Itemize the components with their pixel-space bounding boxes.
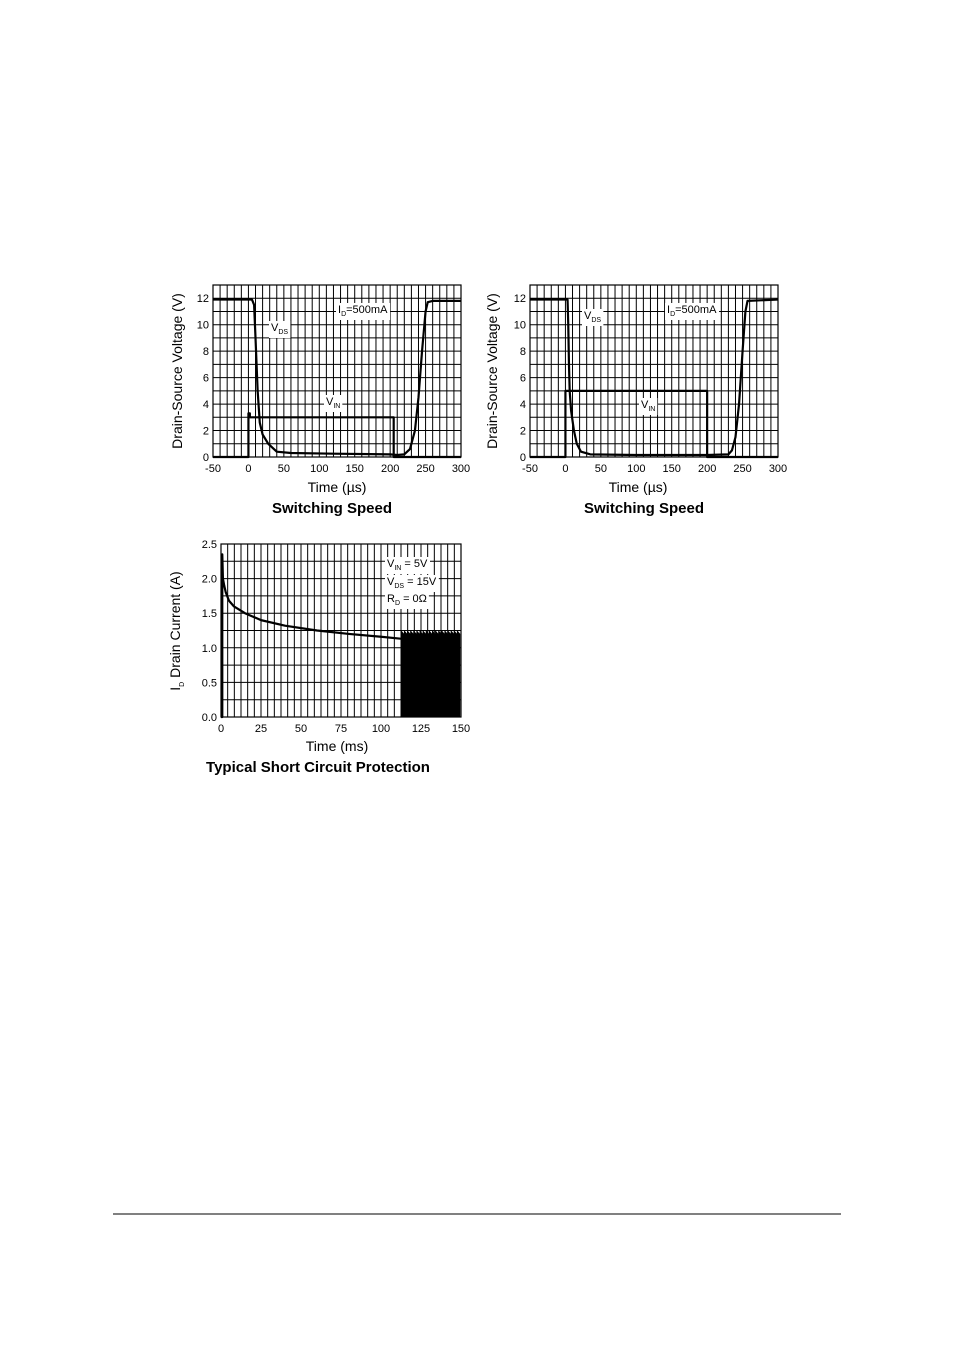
y-tick-label: 1.0 bbox=[201, 642, 217, 655]
svg-text:VIN: $V_{IN}$ bbox=[641, 399, 656, 413]
y-tick-label: 0.0 bbox=[201, 712, 217, 724]
svg-text:VIN: $V_{IN}$ bbox=[326, 396, 341, 410]
chart-2-x-tick-labels bbox=[522, 463, 787, 475]
chart-1-title: Switching Speed bbox=[271, 500, 393, 517]
x-tick-label: 125 bbox=[411, 723, 431, 735]
chart-1-y-axis-label: Drain-Source Voltage (V) bbox=[169, 293, 185, 449]
switching-speed-chart-2 bbox=[484, 285, 787, 517]
x-tick-label: 50 bbox=[294, 723, 308, 735]
chart-1-annotations bbox=[269, 303, 390, 412]
y-tick-label: 2 bbox=[519, 425, 526, 438]
x-tick-label: 100 bbox=[627, 463, 646, 475]
y-tick-label: 2.0 bbox=[201, 573, 217, 586]
y-tick-label: 6 bbox=[519, 372, 526, 385]
x-tick-label: 150 bbox=[662, 463, 681, 475]
chart-3-y-tick-labels bbox=[202, 539, 217, 724]
x-tick-label: 25 bbox=[254, 723, 268, 735]
x-tick-label: 100 bbox=[310, 463, 329, 475]
y-tick-label: 8 bbox=[519, 346, 526, 359]
annotation-label bbox=[639, 398, 657, 415]
y-tick-label: 2 bbox=[202, 425, 209, 438]
svg-text:ID=500mA: $I_D=500mA$ bbox=[338, 304, 388, 318]
svg-text:ID=500mA: $I_D=500mA$ bbox=[667, 304, 717, 318]
x-tick-label: 200 bbox=[380, 463, 400, 475]
annotation-label bbox=[336, 303, 390, 320]
y-tick-label: 4 bbox=[519, 399, 526, 412]
annotation-label bbox=[324, 395, 342, 412]
annotation-label bbox=[385, 557, 430, 574]
x-tick-label: 0 bbox=[217, 723, 225, 735]
y-tick-label: 4 bbox=[202, 399, 209, 412]
y-tick-label: 12 bbox=[196, 293, 209, 306]
svg-text:VDS: $V_{DS}$ bbox=[584, 310, 602, 324]
x-tick-label: 200 bbox=[697, 463, 717, 475]
chart-3-y-axis-label: $I_D$ Drain Current (A) bbox=[167, 571, 186, 691]
chart-1-series bbox=[213, 300, 461, 457]
chart-3-x-tick-labels bbox=[218, 723, 470, 735]
y-tick-label: 10 bbox=[513, 319, 526, 332]
y-tick-label: 0.5 bbox=[201, 677, 217, 690]
chart-2-title: Switching Speed bbox=[583, 500, 705, 517]
chart-1-x-tick-labels bbox=[205, 463, 470, 475]
x-tick-label: -50 bbox=[205, 463, 221, 475]
x-tick-label: 250 bbox=[733, 463, 752, 475]
y-tick-label: 12 bbox=[513, 293, 526, 306]
x-tick-label: 150 bbox=[345, 463, 364, 475]
chart-3-annotations bbox=[385, 557, 439, 609]
short-circuit-protection-chart bbox=[167, 539, 470, 776]
y-tick-label: 8 bbox=[202, 346, 209, 359]
svg-text:VDS = 15V: $V_{DS} = 15V$ bbox=[387, 576, 437, 590]
chart-2-x-axis-label: Time (µs) bbox=[608, 479, 668, 495]
series-line bbox=[213, 413, 461, 457]
y-tick-label: 0 bbox=[519, 452, 526, 464]
svg-text:VIN = 5V: $V_{IN} = 5V$ bbox=[387, 558, 428, 572]
x-tick-label: -50 bbox=[522, 463, 538, 475]
x-tick-label: 300 bbox=[768, 463, 788, 475]
annotation-label bbox=[385, 592, 429, 609]
x-tick-label: 75 bbox=[334, 723, 348, 735]
x-tick-label: 300 bbox=[451, 463, 471, 475]
x-tick-label: 50 bbox=[277, 463, 290, 475]
x-tick-label: 250 bbox=[416, 463, 435, 475]
chart-3-x-axis-label: Time (ms) bbox=[305, 738, 369, 754]
pulse-train bbox=[402, 633, 459, 717]
annotation-label bbox=[269, 321, 290, 338]
chart-2-series bbox=[530, 300, 778, 457]
annotation-label bbox=[665, 303, 719, 320]
chart-2-y-axis-label: Drain-Source Voltage (V) bbox=[484, 293, 500, 449]
chart-2-y-tick-labels bbox=[514, 293, 526, 464]
y-tick-label: 0 bbox=[202, 452, 209, 464]
switching-speed-chart-1 bbox=[169, 285, 470, 517]
y-tick-label: 2.5 bbox=[201, 539, 217, 551]
x-tick-label: 100 bbox=[371, 723, 391, 735]
y-tick-label: 10 bbox=[196, 319, 209, 332]
x-tick-label: 0 bbox=[562, 463, 569, 475]
chart-1-x-axis-label: Time (µs) bbox=[307, 479, 367, 495]
x-tick-label: 150 bbox=[451, 723, 471, 735]
chart-3-title: Typical Short Circuit Protection bbox=[206, 759, 430, 776]
x-tick-label: 50 bbox=[594, 463, 607, 475]
y-tick-label: 1.5 bbox=[201, 608, 217, 621]
annotation-label bbox=[582, 309, 603, 326]
annotation-label bbox=[385, 575, 439, 592]
svg-text:RD = 0Ω: $R_D = 0\Omega$ bbox=[387, 593, 427, 607]
x-tick-label: 0 bbox=[245, 463, 252, 475]
svg-text:VDS: $V_{DS}$ bbox=[271, 322, 289, 336]
y-tick-label: 6 bbox=[202, 372, 209, 385]
chart-1-y-tick-labels bbox=[197, 293, 209, 464]
